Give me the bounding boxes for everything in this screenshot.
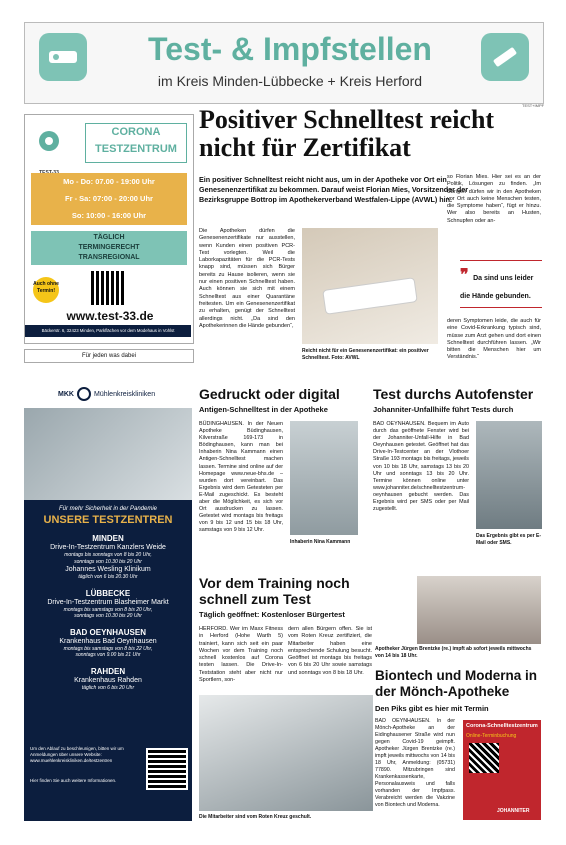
- testzentrum-section: [24, 534, 192, 581]
- gedruckt-caption: Inhaberin Nina Kammann: [290, 539, 351, 545]
- banner-tag: TEST+IMPF: [522, 103, 545, 108]
- address-bar: Bäckerstr. 6, 32423 Minden, Parkflächen vor dem Modehaus in Vohlst: [25, 325, 191, 337]
- mkk-logo-row: [24, 385, 192, 405]
- autofenster-body: BAD OEYNHAUSEN. Bequem im Auto durch das geöffnete Fenster wird bei der Johanniter-Unfall-Hilfe in Bad Oeynhausen getestet. Geöffnet hat das Drive-In-Testcenter an der Vlothoer Straße 193 montags bis freitags, jeweils von 10 bis 18 Uhr, samstags 13 bis 20 Uhr und sonntags 13 bis 20 Uhr. Termine können online unter www.johanniter.de/schnelltestzentrum-oeynhausen gebucht werden. Das Ergebnis wird per SMS oder per Mail zugestellt.: [373, 421, 469, 513]
- section-line: montags bis samstags von 8 bis 22 Uhr,: [63, 645, 153, 652]
- section-line: Krankenhaus Rahden: [74, 676, 142, 684]
- hours-line: So: 10:00 - 16:00 Uhr: [71, 211, 147, 220]
- section-line: sonntags von 9.00 bis 21 Uhr: [75, 652, 141, 658]
- opening-hours: [31, 173, 187, 225]
- pharmacist-photo: [417, 576, 541, 644]
- banner: [24, 22, 544, 104]
- mkk-footer-2: Hier finden Sie auch weitere Informationen.: [30, 778, 117, 783]
- autofenster-headline: Test durchs Autofenster: [373, 386, 534, 402]
- slogan: Für mehr Sicherheit in der Pandemie: [58, 506, 158, 512]
- no-appointment-badge: Auch ohne Termin!: [33, 277, 59, 303]
- section-line: montags bis samstags von 8 bis 20 Uhr,: [63, 606, 153, 613]
- section-line: sonntags von 10.30 bis 20 Uhr: [74, 558, 142, 565]
- hours-line: Fr - Sa: 07:00 - 20:00 Uhr: [65, 194, 153, 203]
- qr-code[interactable]: [91, 271, 125, 305]
- training-photo: [199, 695, 373, 811]
- section-line: Krankenhaus Bad Oeynhausen: [59, 637, 157, 645]
- johanniter-ad-title: Corona-Schnelltestzentrum: [466, 723, 538, 729]
- mkk-logo-icon: [76, 386, 92, 402]
- testzentrum-section: [24, 628, 192, 659]
- quote-text: Da sind uns leider die Hände gebunden.: [460, 275, 534, 300]
- quote-mark-icon: ❞: [460, 267, 469, 284]
- section-line: montags bis sonntags von 8 bis 20 Uhr,: [64, 552, 152, 558]
- mkk-qr-code[interactable]: [146, 748, 188, 790]
- main-col3a: so Florian Mies. Hier sei es an der Politik, Lösungen zu finden. „Im Übrigen dürfen wir in den Apotheken vor Ort auch keine Menschen testen, die Symptome haben“, fügt er hinzu. Wer also bereits an Husten, Schnupfen oder an-: [447, 174, 541, 224]
- syringe-icon: [481, 33, 529, 81]
- johanniter-brand: JOHANNITER: [497, 808, 530, 814]
- mkk-ad: [24, 500, 192, 821]
- training-headline: Vor dem Training noch schnell zum Test: [199, 575, 350, 607]
- corona-ad: [24, 114, 194, 344]
- banner-title: Test- & Impfstellen: [148, 31, 432, 67]
- section-line: sonntags von 10.30 bis 20 Uhr: [74, 613, 142, 619]
- section-line: Johannes Wesling Klinikum: [65, 566, 151, 573]
- main-col3b: deren Symptomen leide, die auch für eine Covid-Erkrankung typisch sind, müsse zum Arzt gehen und dort einen Schnelltest durchführen lassen. „Wir bitten die Menschen hier um Verständnis.“: [447, 318, 541, 361]
- corona-heading: CORONA: [111, 126, 161, 138]
- hours-line: Mo - Do: 07.00 - 19:00 Uhr: [63, 177, 155, 186]
- gedruckt-subhead: Antigen-Schnelltest in der Apotheke: [199, 405, 328, 414]
- johanniter-qr-code[interactable]: [469, 743, 499, 773]
- footer-note: Für jeden was dabei: [24, 349, 194, 363]
- testzentren-headline: UNSERE TESTZENTREN: [43, 514, 173, 526]
- moench-body: BAD OEYNHAUSEN. In der Mönch-Apotheke an der Eidinghausener Straße wird nun gegen Covid-19 geimpft. Apotheker Jürgen Brentzke (re.) impft jeweils mittwochs von 14 bis 18 Uhr, Anmeldung: (05731) 77890. Mitzubringen sind Krankenkassenkarte, Personalausweis und falls vorhanden der Impfpass. Verabreicht werden die Vakzine von Biontech und Moderna.: [375, 718, 455, 808]
- gedruckt-headline: Gedruckt oder digital: [199, 386, 340, 402]
- mkk-footer: Um den Ablauf zu beschleunigen, bitten wir um Anmeldungen über unsere Website: www.muehlenkreiskliniken.de/testzentren: [30, 746, 124, 763]
- section-line: Drive-In-Testzentrum Blasheimer Markt: [47, 598, 169, 606]
- section-city: LÜBBECKE: [85, 588, 131, 598]
- termingerecht-label: TERMINGERECHT: [78, 244, 140, 251]
- daily-label: TÄGLICH: [93, 234, 125, 241]
- pull-quote: [460, 260, 542, 308]
- section-line: täglich von 6 bis 20 Uhr: [81, 684, 135, 691]
- section-line: Drive-In-Testzentrum Kanzlers Weide: [50, 544, 166, 551]
- main-headline: Positiver Schnelltest reicht nicht für Zertifikat: [199, 105, 495, 162]
- moench-headline: Biontech und Moderna in der Mönch-Apotheke: [375, 668, 537, 699]
- website-link[interactable]: www.test-33.de: [66, 309, 154, 323]
- mkk-logo: MKK: [58, 391, 74, 398]
- rapid-test-photo: [302, 228, 438, 344]
- section-city: MINDEN: [92, 534, 124, 543]
- testzentrum-section: [24, 589, 192, 620]
- drive-in-photo: [476, 421, 542, 529]
- section-city: RAHDEN: [90, 666, 126, 676]
- main-col1: Die Apotheken dürfen die Genesenenzertifikate nur ausstellen, wenn Kunden einen positiven PCR-Test vorlegten. Weil die Laborkapazitäten für die PCR-Tests knapp sind, müssen sich Bürger bereits zu Hause isolieren, wenn sie nur einen positiven Schnelltest haben. Auch können sie sich mit einem Schnelltest aus einer Quarantäne freitesten. Um ein Genesenenzertifikat zu erhalten, genügt der Schnelltest allerdings nicht. „Da sind den Apothekerinnen die Hände gebunden“,: [199, 228, 295, 329]
- nina-kammann-photo: [290, 421, 358, 535]
- test-kit-icon: [39, 33, 87, 81]
- testzentrum-section: [24, 667, 192, 692]
- moench-photo-caption: Apotheker Jürgen Brentzke (re.) impft ab sofort jeweils mittwochs von 14 bis 18 Uhr.: [375, 646, 532, 659]
- virus-icon: [31, 125, 67, 165]
- autofenster-caption: Das Ergebnis gibt es per E-Mail oder SMS.: [476, 533, 542, 546]
- clinic-name: Mühlenkreiskliniken: [94, 391, 156, 398]
- testing-photo: [24, 408, 192, 500]
- banner-subtitle: im Kreis Minden-Lübbecke + Kreis Herford: [157, 73, 423, 89]
- training-body-1: HERFORD. Wer im Maxx Fitness in Herford (Hohe Warth 5) trainiert, kann sich seit ein paar Wochen vor dem Training noch schnell kostenlos auf Corona testen lassen. Die Drive-In-Teststation steht aber nicht nur Sportlern, son-: [199, 626, 283, 684]
- johanniter-ad: [463, 720, 541, 820]
- testzentrum-heading: TESTZENTRUM: [95, 143, 177, 155]
- transregional-label: TRANSREGIONAL: [78, 254, 140, 261]
- rapid-test-caption: Reicht nicht für ein Genesenenzertifikat: ein positiver Schnelltest. Foto: AVWL: [302, 348, 429, 361]
- section-city: BAD OEYNHAUSEN: [69, 627, 146, 637]
- gedruckt-body: BÜDINGHAUSEN. In der Neuen Apotheke Büdinghausen, Kilverstraße 169-173 in Bödinghausen, kann man bei Inhaberin Nina Kammann einen Antigen-Schnelltest machen lassen. Termine sind online auf der Homepage www.neue-bhs.de – wurden dort vereinbart. Das Ergebnis wird dem Getesteten per E-Mail zugeschickt. Es besteht aber die Möglichkeit, es sich vor Ort ausdrucken zu lassen. Getestet wird montags bis freitags von 9 bis 12 und 15 bis 18 Uhr, samstags von 9 bis 12 Uhr.: [199, 421, 283, 534]
- training-subhead: Täglich geöffnet: Kostenloser Bürgertest: [199, 610, 345, 619]
- training-body-2: dern allen Bürgern offen. Sie ist vom Roten Kreuz zertifiziert, die Mitarbeiter haben eine entsprechende Schulung besucht. Geöffnet ist montags bis freitags von 6 bis 20 Uhr sowie samstags und sonntags von 8 bis 18 Uhr.: [288, 626, 372, 676]
- johanniter-ad-line: Online-Terminbuchung: [466, 733, 517, 739]
- main-lead: Ein positiver Schnelltest reicht nicht aus, um in der Apotheke vor Ort ein Genesenenzertifikat zu bekommen. Darauf weist Florian Mies, Vorsitzender der Bezirksgruppe Bottrop im Apothekerverband Westfalen-Lippe (AVWL) hin.: [199, 175, 469, 204]
- section-line: täglich von 6 bis 20.30 Uhr: [78, 574, 138, 580]
- moench-subhead: Den Piks gibt es hier mit Termin: [375, 704, 489, 713]
- autofenster-subhead: Johanniter-Unfallhilfe führt Tests durch: [373, 405, 514, 414]
- training-caption: Die Mitarbeiter sind vom Roten Kreuz geschult.: [199, 814, 312, 820]
